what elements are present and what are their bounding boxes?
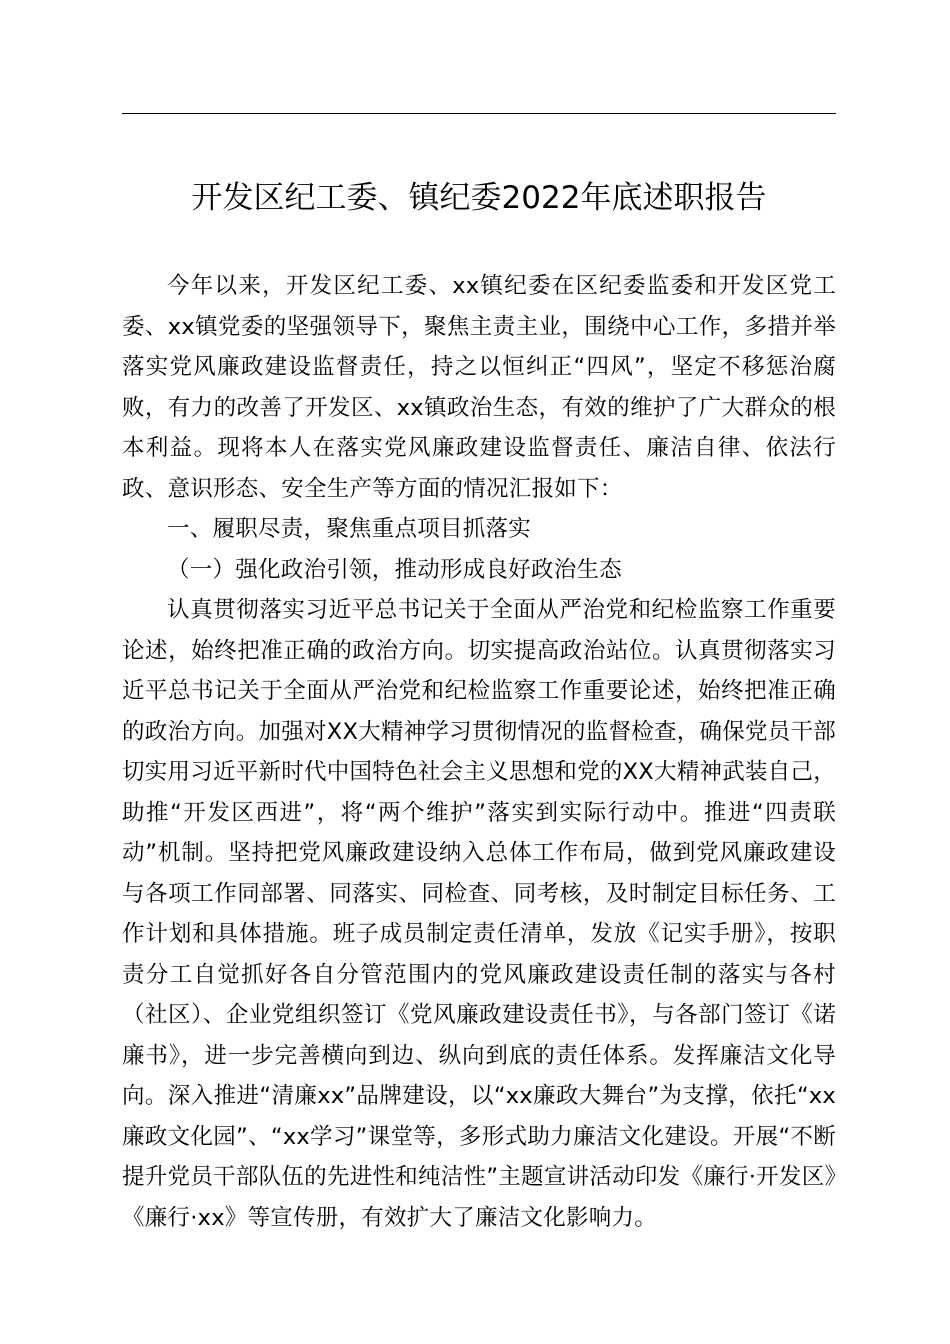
- subsection-heading-1: （一）强化政治引领，推动形成良好政治生态: [167, 556, 623, 583]
- header-rule: [122, 113, 836, 114]
- body-paragraph: 认真贯彻落实习近平总书记关于全面从严治党和纪检监察工作重要论述，始终把准正确的政治方向。切实提高政治站位。认真贯彻落实习近平总书记关于全面从严治党和纪检监察工作重要论述，始终把准正确的政治方向。加强对XX大精神学习贯彻情况的监督检查，确保党员干部切实用习近平新时代中国特色社会主义思想和党的XX大精神武装自己，助推“开发区西进”，将“两个维护”落实到实际行动中。推进“四责联动”机制。坚持把党风廉政建设纳入总体工作布局，做到党风廉政建设与各项工作同部署、同落实、同检查、同考核，及时制定目标任务、工作计划和具体措施。班子成员制定责任清单，发放《记实手册》，按职责分工自觉抓好各自分管范围内的党风廉政建设责任制的落实与各村（社区）、企业党组织签订《党风廉政建设责任书》，与各部门签订《诺廉书》，进一步完善横向到边、纵向到底的责任体系。发挥廉洁文化导向。深入推进“清廉xx”品牌建设，以“xx廉政大舞台”为支撑，依托“xx廉政文化园”、“xx学习”课堂等，多形式助力廉洁文化建设。开展“不断提升党员干部队伍的先进性和纯洁性”主题宣讲活动印发《廉行·开发区》《廉行·xx》等宣传册，有效扩大了廉洁文化影响力。: [122, 597, 836, 1231]
- intro-paragraph: 今年以来，开发区纪工委、xx镇纪委在区纪委监委和开发区党工委、xx镇党委的坚强领导下，聚焦主责主业，围绕中心工作，多措并举落实党风廉政建设监督责任，持之以恒纠正“四风”，坚定不移惩治腐败，有力的改善了开发区、xx镇政治生态，有效的维护了广大群众的根本利益。现将本人在落实党风廉政建设监督责任、廉洁自律、依法行政、意识形态、安全生产等方面的情况汇报如下：: [122, 273, 836, 502]
- document-title: 开发区纪工委、镇纪委2022年底述职报告: [191, 180, 767, 216]
- document-body: [122, 266, 836, 1238]
- section-heading-1: 一、履职尽责，聚焦重点项目抓落实: [167, 516, 532, 542]
